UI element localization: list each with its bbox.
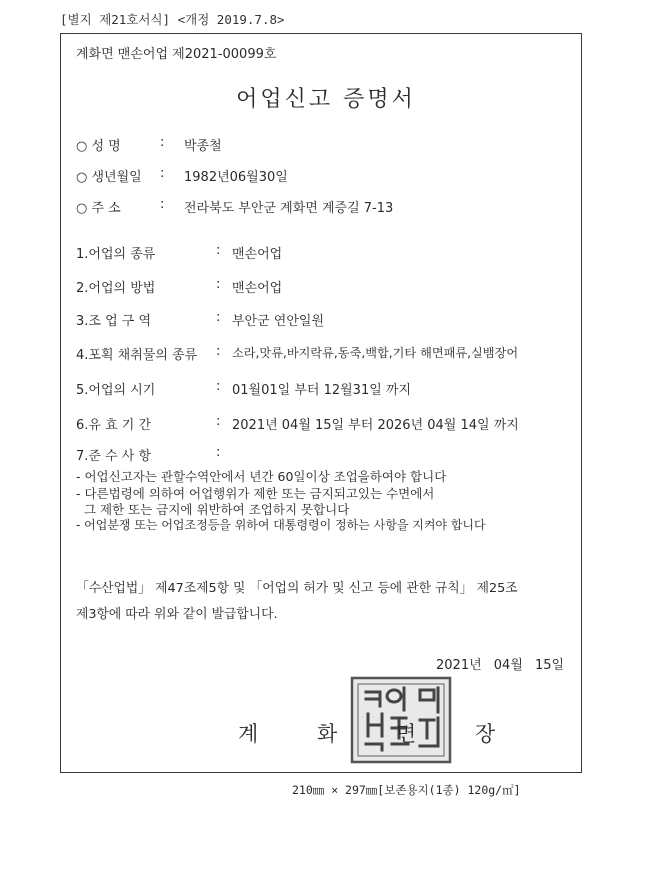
personal-label-address: ○ 주 소 <box>76 201 121 216</box>
item-value-fishery-method: 맨손어업 <box>232 281 283 296</box>
item-colon-catch-species: : <box>216 344 221 359</box>
compliance-notice-4: - 어업분쟁 또는 어업조정등을 위하여 대통령령이 정하는 사항을 지켜야 합니다 <box>76 518 486 532</box>
issuer-title: 계 화 면 장 <box>238 722 522 746</box>
document-title: 어업신고 증명서 <box>236 87 416 112</box>
certificate-number: 계화면 맨손어업 제2021-00099호 <box>76 47 277 62</box>
legal-basis-line-2: 제3항에 따라 위와 같이 발급합니다. <box>76 607 278 622</box>
item-colon-fishery-season: : <box>216 379 221 394</box>
item-colon-valid-period: : <box>216 414 221 429</box>
item-colon-operation-area: : <box>216 310 221 325</box>
item-label-fishery-method: 2.어업의 방법 <box>76 281 156 296</box>
item-label-catch-species: 4.포획 채취물의 종류 <box>76 348 198 363</box>
paper-spec: 210㎜ × 297㎜[보존용지(1종) 120g/㎡] <box>292 783 521 797</box>
personal-colon-name: : <box>160 135 165 150</box>
item-value-fishery-season: 01월01일 부터 12월31일 까지 <box>232 383 412 398</box>
item-colon-fishery-type: : <box>216 243 221 258</box>
personal-label-birth: ○ 생년월일 <box>76 170 142 185</box>
item-value-operation-area: 부안군 연안일원 <box>232 314 325 329</box>
personal-value-address: 전라북도 부안군 계화면 계증길 7-13 <box>184 201 394 216</box>
item-value-catch-species: 소라,맛류,바지락류,동죽,백합,기타 해면패류,실뱀장어 <box>232 346 519 360</box>
item-label-fishery-season: 5.어업의 시기 <box>76 383 156 398</box>
issue-date: 2021년 04월 15일 <box>436 658 565 673</box>
item-value-valid-period: 2021년 04월 15일 부터 2026년 04월 14일 까지 <box>232 418 519 433</box>
personal-colon-birth: : <box>160 166 165 181</box>
form-number-tag: [별지 제21호서식] <개정 2019.7.8> <box>60 12 285 27</box>
compliance-notice-2: - 다른법령에 의하여 어업행위가 제한 또는 금지되고있는 수면에서 <box>76 486 435 501</box>
personal-colon-address: : <box>160 197 165 212</box>
item-value-fishery-type: 맨손어업 <box>232 247 283 262</box>
personal-value-birth: 1982년06월30일 <box>184 170 288 185</box>
legal-basis-line-1: 「수산업법」 제47조제5항 및 「어업의 허가 및 신고 등에 관한 규칙」 제25조 <box>76 581 518 596</box>
personal-label-name: ○ 성 명 <box>76 139 121 154</box>
compliance-notice-1: - 어업신고자는 관할수역안에서 년간 60일이상 조업을하여야 합니다 <box>76 469 447 484</box>
personal-value-name: 박종철 <box>184 139 222 154</box>
item-label-fishery-type: 1.어업의 종류 <box>76 247 156 262</box>
item-colon-fishery-method: : <box>216 277 221 292</box>
item-label-operation-area: 3.조 업 구 역 <box>76 314 152 329</box>
item-label-compliance: 7.준 수 사 항 <box>76 449 152 464</box>
item-colon-compliance: : <box>216 445 221 460</box>
compliance-notice-3: 그 제한 또는 금지에 위반하여 조업하지 못합니다 <box>76 502 350 517</box>
item-label-valid-period: 6.유 효 기 간 <box>76 418 152 433</box>
